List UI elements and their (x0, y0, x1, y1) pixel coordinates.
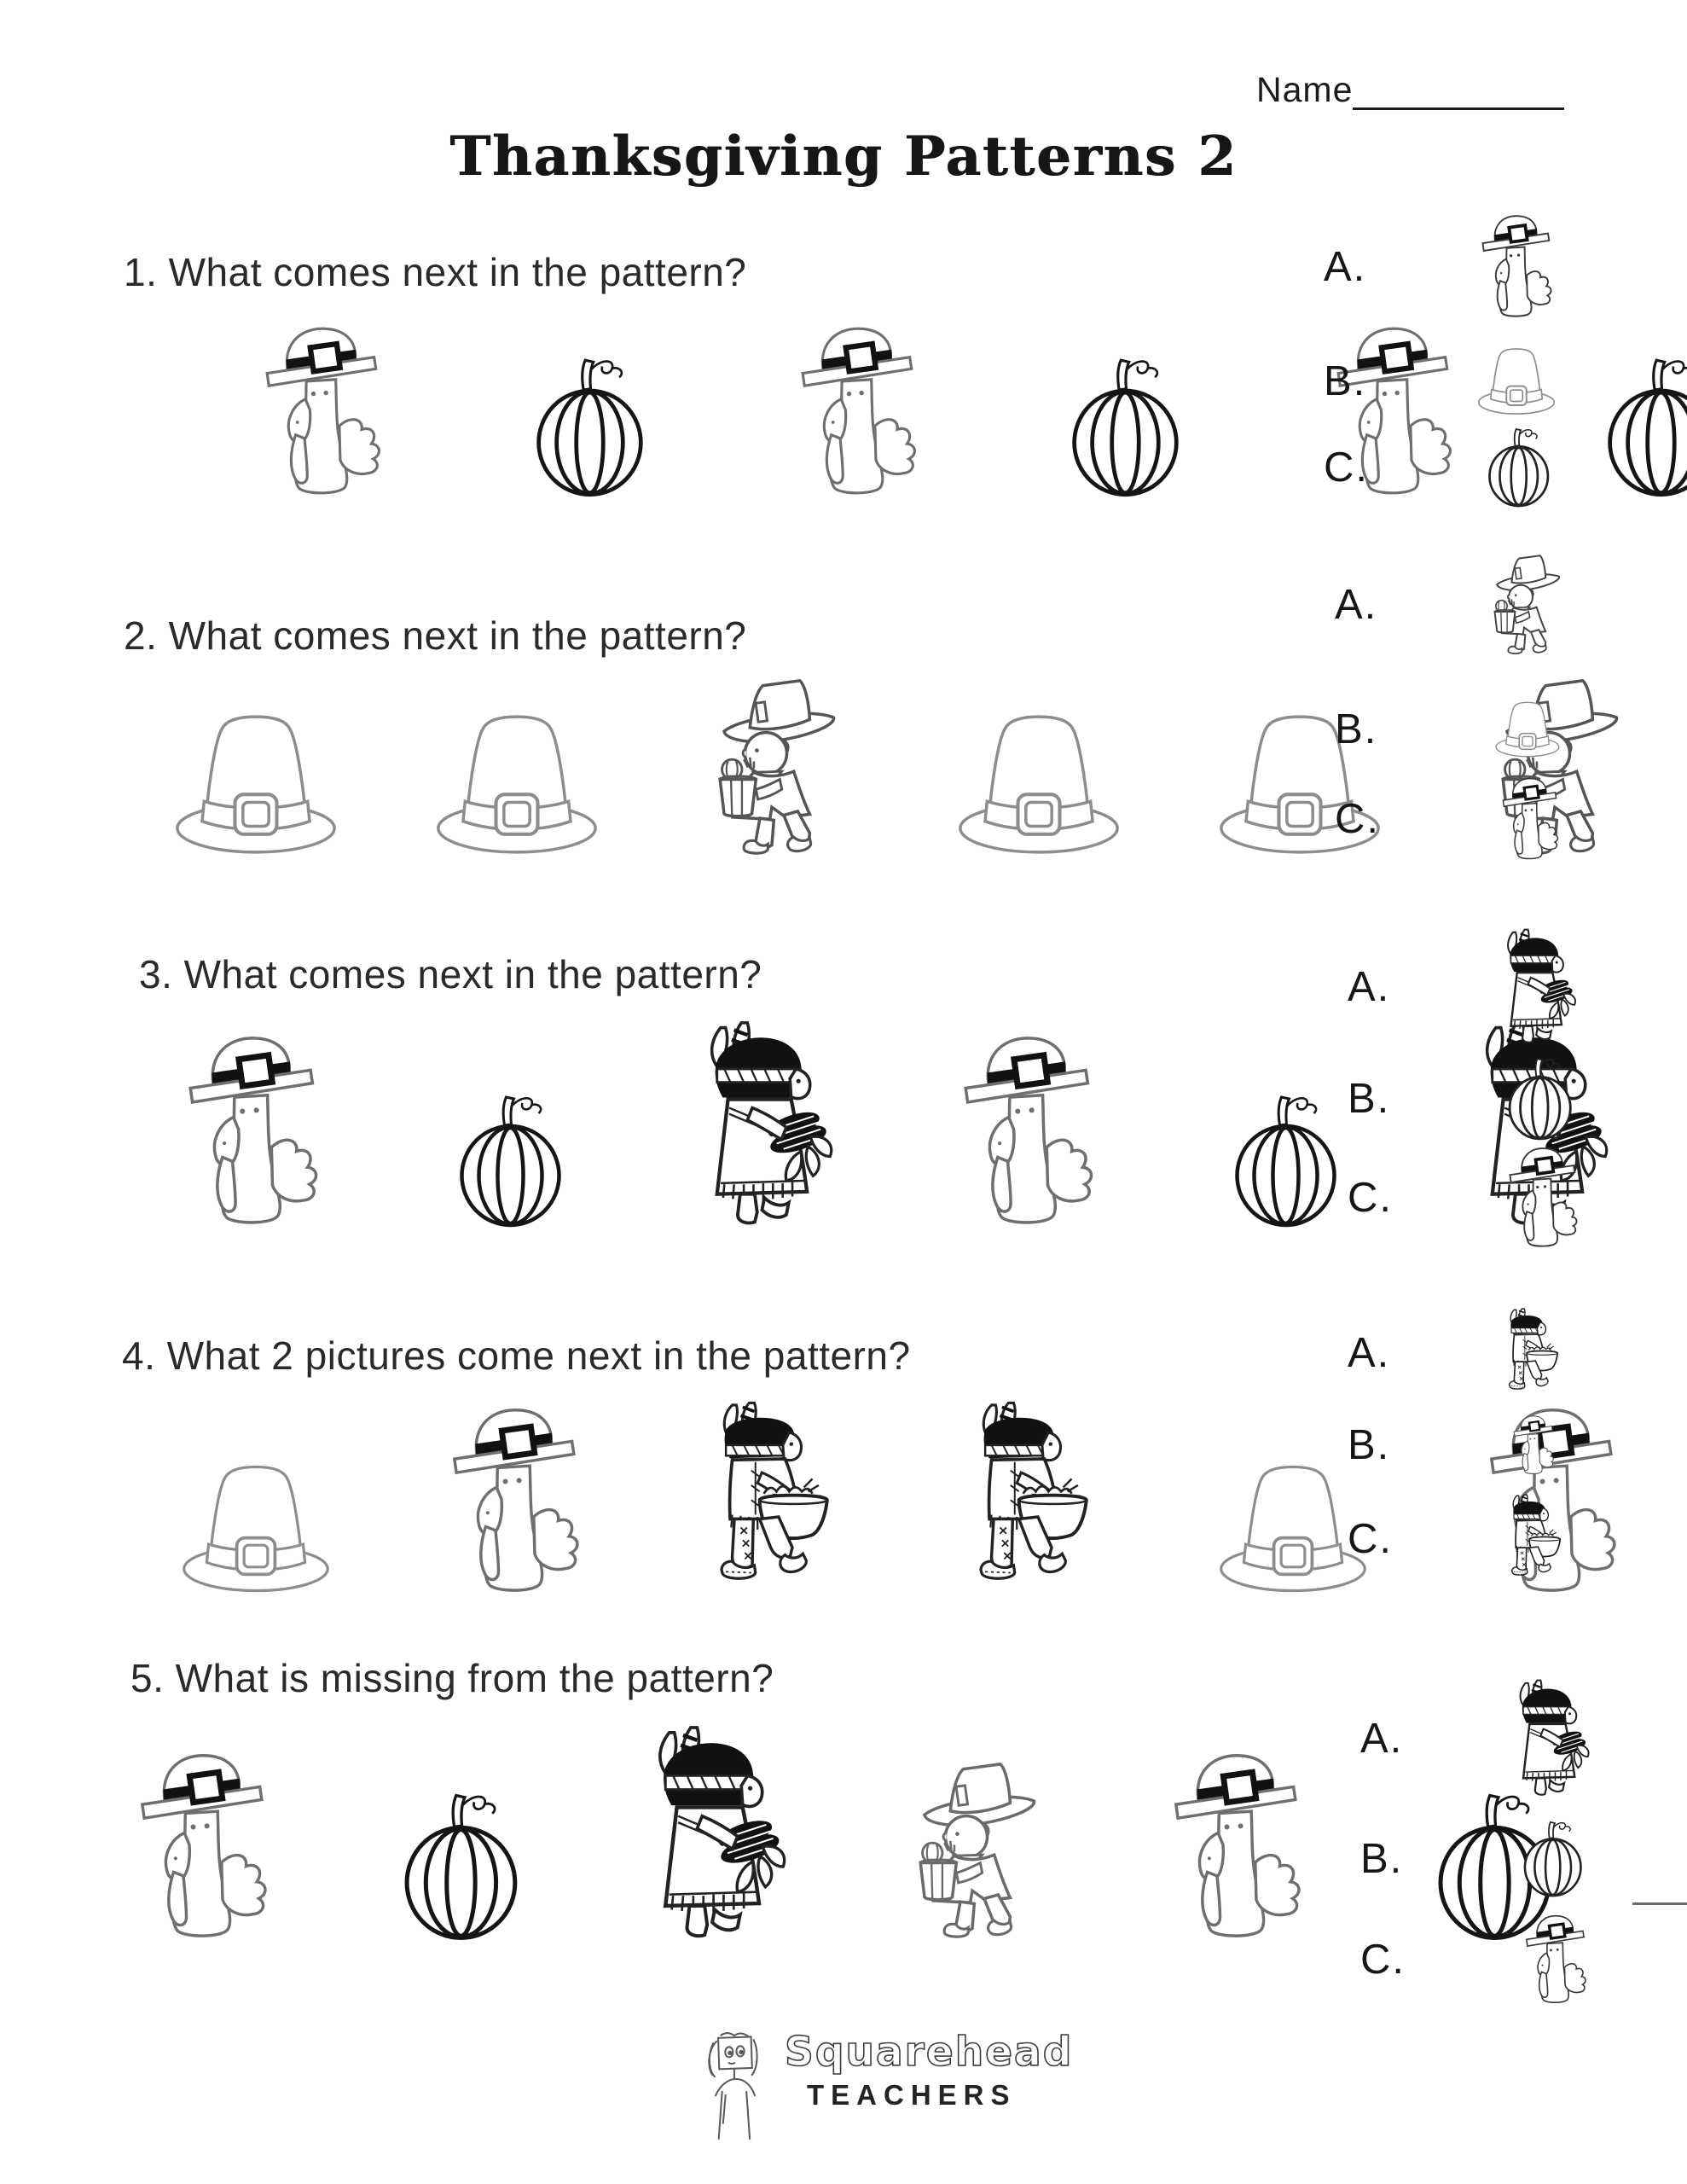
option-label: B. (1335, 706, 1378, 752)
option-label: B. (1348, 1422, 1391, 1468)
name-write-line[interactable] (1353, 70, 1564, 110)
turkey-wearing-pilgrim-hat-icon (730, 324, 986, 499)
question-3-text: 3. What comes next in the pattern? (139, 952, 762, 996)
turkey-wearing-pilgrim-hat-icon (1402, 776, 1658, 862)
question-1-text: 1. What comes next in the pattern? (124, 250, 747, 294)
pumpkin-with-curly-vine-icon (383, 1093, 639, 1229)
option-b[interactable] (1348, 1414, 1687, 1476)
native-american-girl-holding-corn-icon (1425, 1679, 1681, 1798)
turkey-wearing-pilgrim-hat-icon (1406, 1414, 1661, 1476)
turkey-wearing-pilgrim-hat-icon (194, 324, 450, 499)
turkey-wearing-pilgrim-hat-icon (1428, 1914, 1684, 2006)
pumpkin-with-curly-vine-icon (1412, 1056, 1668, 1141)
option-b[interactable] (1348, 1056, 1668, 1141)
name-label: Name (1256, 70, 1354, 109)
option-label: A. (1348, 964, 1391, 1010)
option-c[interactable] (1335, 776, 1658, 862)
option-a[interactable] (1360, 1679, 1681, 1798)
option-label: A. (1335, 582, 1378, 628)
option-a[interactable] (1348, 1308, 1687, 1397)
brand-name: Squarehead (785, 2029, 1074, 2076)
option-label: A. (1324, 243, 1367, 290)
option-label: B. (1324, 358, 1367, 404)
option-a[interactable] (1335, 553, 1655, 657)
native-american-boy-carrying-basket-icon (1408, 1494, 1664, 1583)
option-c[interactable] (1360, 1914, 1684, 2006)
pumpkin-with-curly-vine-icon (1425, 1820, 1681, 1898)
pilgrim-hat-icon (128, 710, 384, 859)
pilgrim-hat-icon (389, 710, 645, 859)
option-label: C. (1335, 796, 1380, 842)
option-label: B. (1348, 1076, 1391, 1122)
turkey-wearing-pilgrim-hat-icon (1388, 213, 1644, 320)
question-2-text: 2. What comes next in the pattern? (124, 613, 747, 658)
pilgrim-hat-icon (1388, 346, 1644, 417)
pilgrim-hat-icon (911, 710, 1167, 859)
turkey-wearing-pilgrim-hat-icon (1675, 1033, 1687, 1229)
option-a[interactable] (1324, 213, 1644, 320)
option-b[interactable] (1324, 346, 1644, 417)
native-american-girl-holding-corn-icon (592, 1725, 848, 1943)
turkey-wearing-pilgrim-hat-icon (125, 1033, 380, 1229)
pilgrim-boy-carrying-basket-icon (650, 676, 906, 859)
pilgrim-hat-icon (128, 1461, 384, 1597)
answer-blank[interactable] (1632, 1902, 1687, 1905)
pilgrim-hat-icon (1679, 1513, 1687, 1565)
turkey-wearing-pilgrim-hat-icon (900, 1033, 1156, 1229)
option-label: C. (1348, 1515, 1393, 1562)
pumpkin-with-curly-vine-icon (1391, 427, 1647, 508)
turkey-wearing-pilgrim-hat-icon (75, 1751, 331, 1943)
option-label: C. (1324, 444, 1369, 491)
option-a[interactable] (1348, 928, 1668, 1046)
brand-text-block (785, 2029, 1073, 2150)
native-american-boy-carrying-basket-icon (1406, 1308, 1661, 1397)
page-title: Thanksgiving Patterns 2 (449, 125, 1238, 189)
option-label: A. (1360, 1716, 1404, 1762)
option-b[interactable] (1335, 700, 1655, 759)
pumpkin-with-curly-vine-icon (333, 1791, 589, 1943)
option-label: B. (1360, 1836, 1404, 1882)
option-label: C. (1348, 1175, 1393, 1221)
pilgrim-boy-carrying-basket-icon (1400, 553, 1655, 657)
publisher-logo (699, 2029, 1073, 2150)
question-4-text: 4. What 2 pictures come next in the pattern? (122, 1333, 911, 1378)
question-5-text: 5. What is missing from the pattern? (130, 1656, 774, 1700)
native-american-girl-holding-corn-icon (641, 1020, 897, 1229)
option-b[interactable] (1360, 1820, 1681, 1898)
pilgrim-boy-carrying-basket-icon (850, 1759, 1106, 1943)
option-c[interactable] (1348, 1494, 1687, 1583)
pilgrim-hat-icon (1400, 700, 1655, 759)
native-american-girl-holding-corn-icon (1412, 928, 1668, 1046)
pumpkin-with-curly-vine-icon (462, 356, 718, 499)
brand-subtitle: TEACHERS (807, 2079, 1017, 2111)
native-american-boy-carrying-basket-icon (1670, 1308, 1687, 1397)
native-american-boy-carrying-basket-icon (906, 1401, 1162, 1597)
native-american-boy-carrying-basket-icon (646, 1401, 902, 1597)
pilgrim-hat-icon (1677, 1420, 1687, 1471)
squarehead-teacher-figure-icon (699, 2029, 778, 2150)
name-field (1256, 70, 1564, 110)
option-label: A. (1348, 1329, 1391, 1376)
pumpkin-with-curly-vine-icon (998, 356, 1254, 499)
turkey-wearing-pilgrim-hat-icon (1109, 1751, 1365, 1943)
turkey-wearing-pilgrim-hat-icon (1415, 1146, 1671, 1250)
option-c[interactable] (1324, 427, 1647, 508)
option-label: C. (1360, 1937, 1406, 1983)
option-c[interactable] (1348, 1146, 1671, 1250)
turkey-wearing-pilgrim-hat-icon (387, 1405, 643, 1597)
